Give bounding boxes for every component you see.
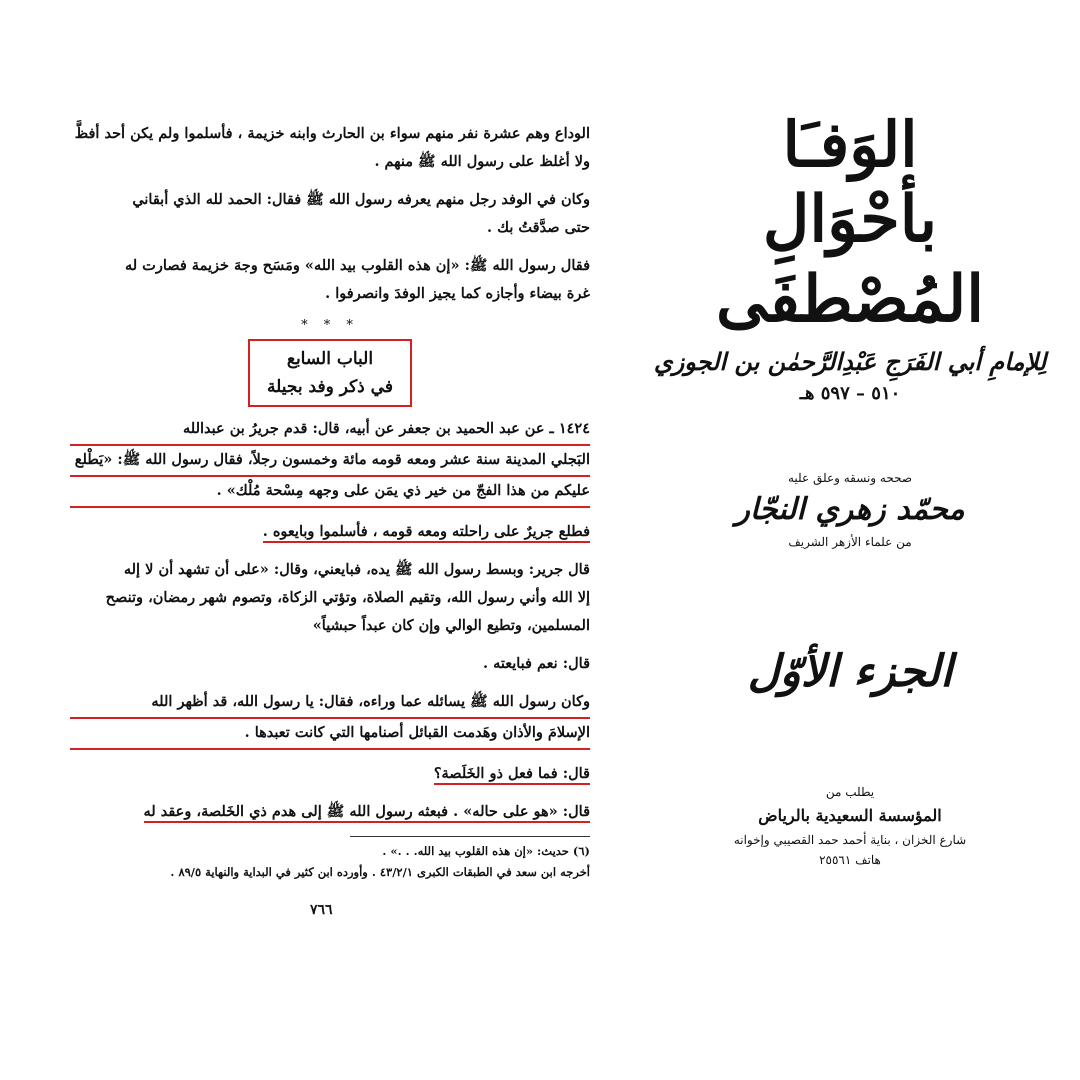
editor-affiliation: من علماء الأزهر الشريف [788, 535, 912, 549]
paragraph-8: وكان رسول الله ﷺ يسائله عما وراءه، فقال: يا رسول الله، قد أظهر الله الإسلامَ والأذان وهَدمت القبائل أصنامها التي كانت تعبدها . [70, 688, 590, 750]
paragraph-3: فقال رسول الله ﷺ: «إن هذه القلوب بيد الله» ومَسَح وجهَ خزيمة فصارت له غرة بيضاء وأجازه كما يجيز الوفدَ وانصرفوا . [124, 257, 590, 302]
paragraph-9: قال: فما فعل ذو الخَلَصة؟ [70, 760, 590, 788]
book-title-line1: الوَفـَا [782, 108, 918, 181]
chapter-title: الباب السابع [286, 349, 374, 369]
publisher-name: المؤسسة السعيدية بالرياض [758, 806, 942, 825]
paragraph-6: قال جرير: وبسط رسول الله ﷺ يده، فبايعني، وقال: «على أن تشهد أن لا إله إلا الله وأني رسول الله، وتقيم الصلاة، وتؤتي الزكاة، وتصوم شهر رمضان، وتنصح المسلمين، وتطيع الوالي وإن كان عبداً حبشياً» [105, 561, 590, 634]
edited-by-label: صححه ونسقه وعلق عليه [787, 471, 913, 485]
right-page-cover [650, 80, 1050, 870]
section-separator: * * * [301, 318, 359, 333]
footnote-1: (٦) حديث: «إن هذه القلوب بيد الله. . .» . [350, 836, 590, 861]
chapter-heading-box [248, 339, 412, 407]
page-number: ٧٦٦ [310, 902, 333, 918]
requested-from-label: يطلب من [825, 785, 875, 799]
footnote-2: أخرجه ابن سعد في الطبقات الكبرى ٤٣/٢/١ . وأورده ابن كثير في البداية والنهاية ٨٩/٥ . [170, 865, 590, 879]
paragraph-7: قال: نعم فبايعته . [482, 655, 590, 672]
publisher-address: شارع الخزان ، بناية أحمد حمد القصيبي وإخوانه [733, 833, 967, 847]
volume-label: الجزء الأوّل [747, 646, 953, 697]
editor-name: محمّد زهري النجّار [735, 492, 965, 527]
left-page [70, 120, 590, 883]
hadith-1424: ١٤٢٤ ـ عن عبد الحميد بن جعفر عن أبيه، قال: قدم جريرُ بن عبدالله البَجلي المدينة سنة عشر ومعه قومه مائة وخمسون رجلاً، فقال رسول الله ﷺ: «يَطْلع عليكم من هذا الفجّ من خير ذي يمَن على وجهه مِسْحة مُلْك» . [70, 415, 590, 508]
chapter-subtitle: في ذكر وفد بجيلة [267, 377, 393, 397]
book-title-line2: بأحْوَالِ المُصْطفَى [716, 182, 984, 337]
paragraph-2: وكان في الوفد رجل منهم يعرفه رسول الله ﷺ فقال: الحمد لله الذي أبقاني حتى صدَّقتُ بك . [132, 191, 590, 236]
paragraph-10: قال: «هو على حاله» . فبعثه رسول الله ﷺ إلى هدم ذي الخَلصة، وعقد له [70, 798, 590, 826]
paragraph-1: الوداع وهم عشرة نفر منهم سواء بن الحارث وابنه خزيمة ، فأسلموا ولم يكن أحد أفظَّ ولا أغلظ على رسول الله ﷺ منهم . [74, 125, 590, 170]
publisher-phone: هاتف ٢٥٥٦١ [819, 853, 881, 867]
paragraph-5: فطلع جريرٌ على راحلته ومعه قومه ، فأسلموا وبايعوه . [70, 518, 590, 546]
author-years: ٥١٠ – ٥٩٧ هـ [799, 383, 901, 404]
author-name: لِلإمامِ أبي الفَرَجِ عَبْدِالرَّحمٰن بن الجوزي [653, 347, 1047, 376]
